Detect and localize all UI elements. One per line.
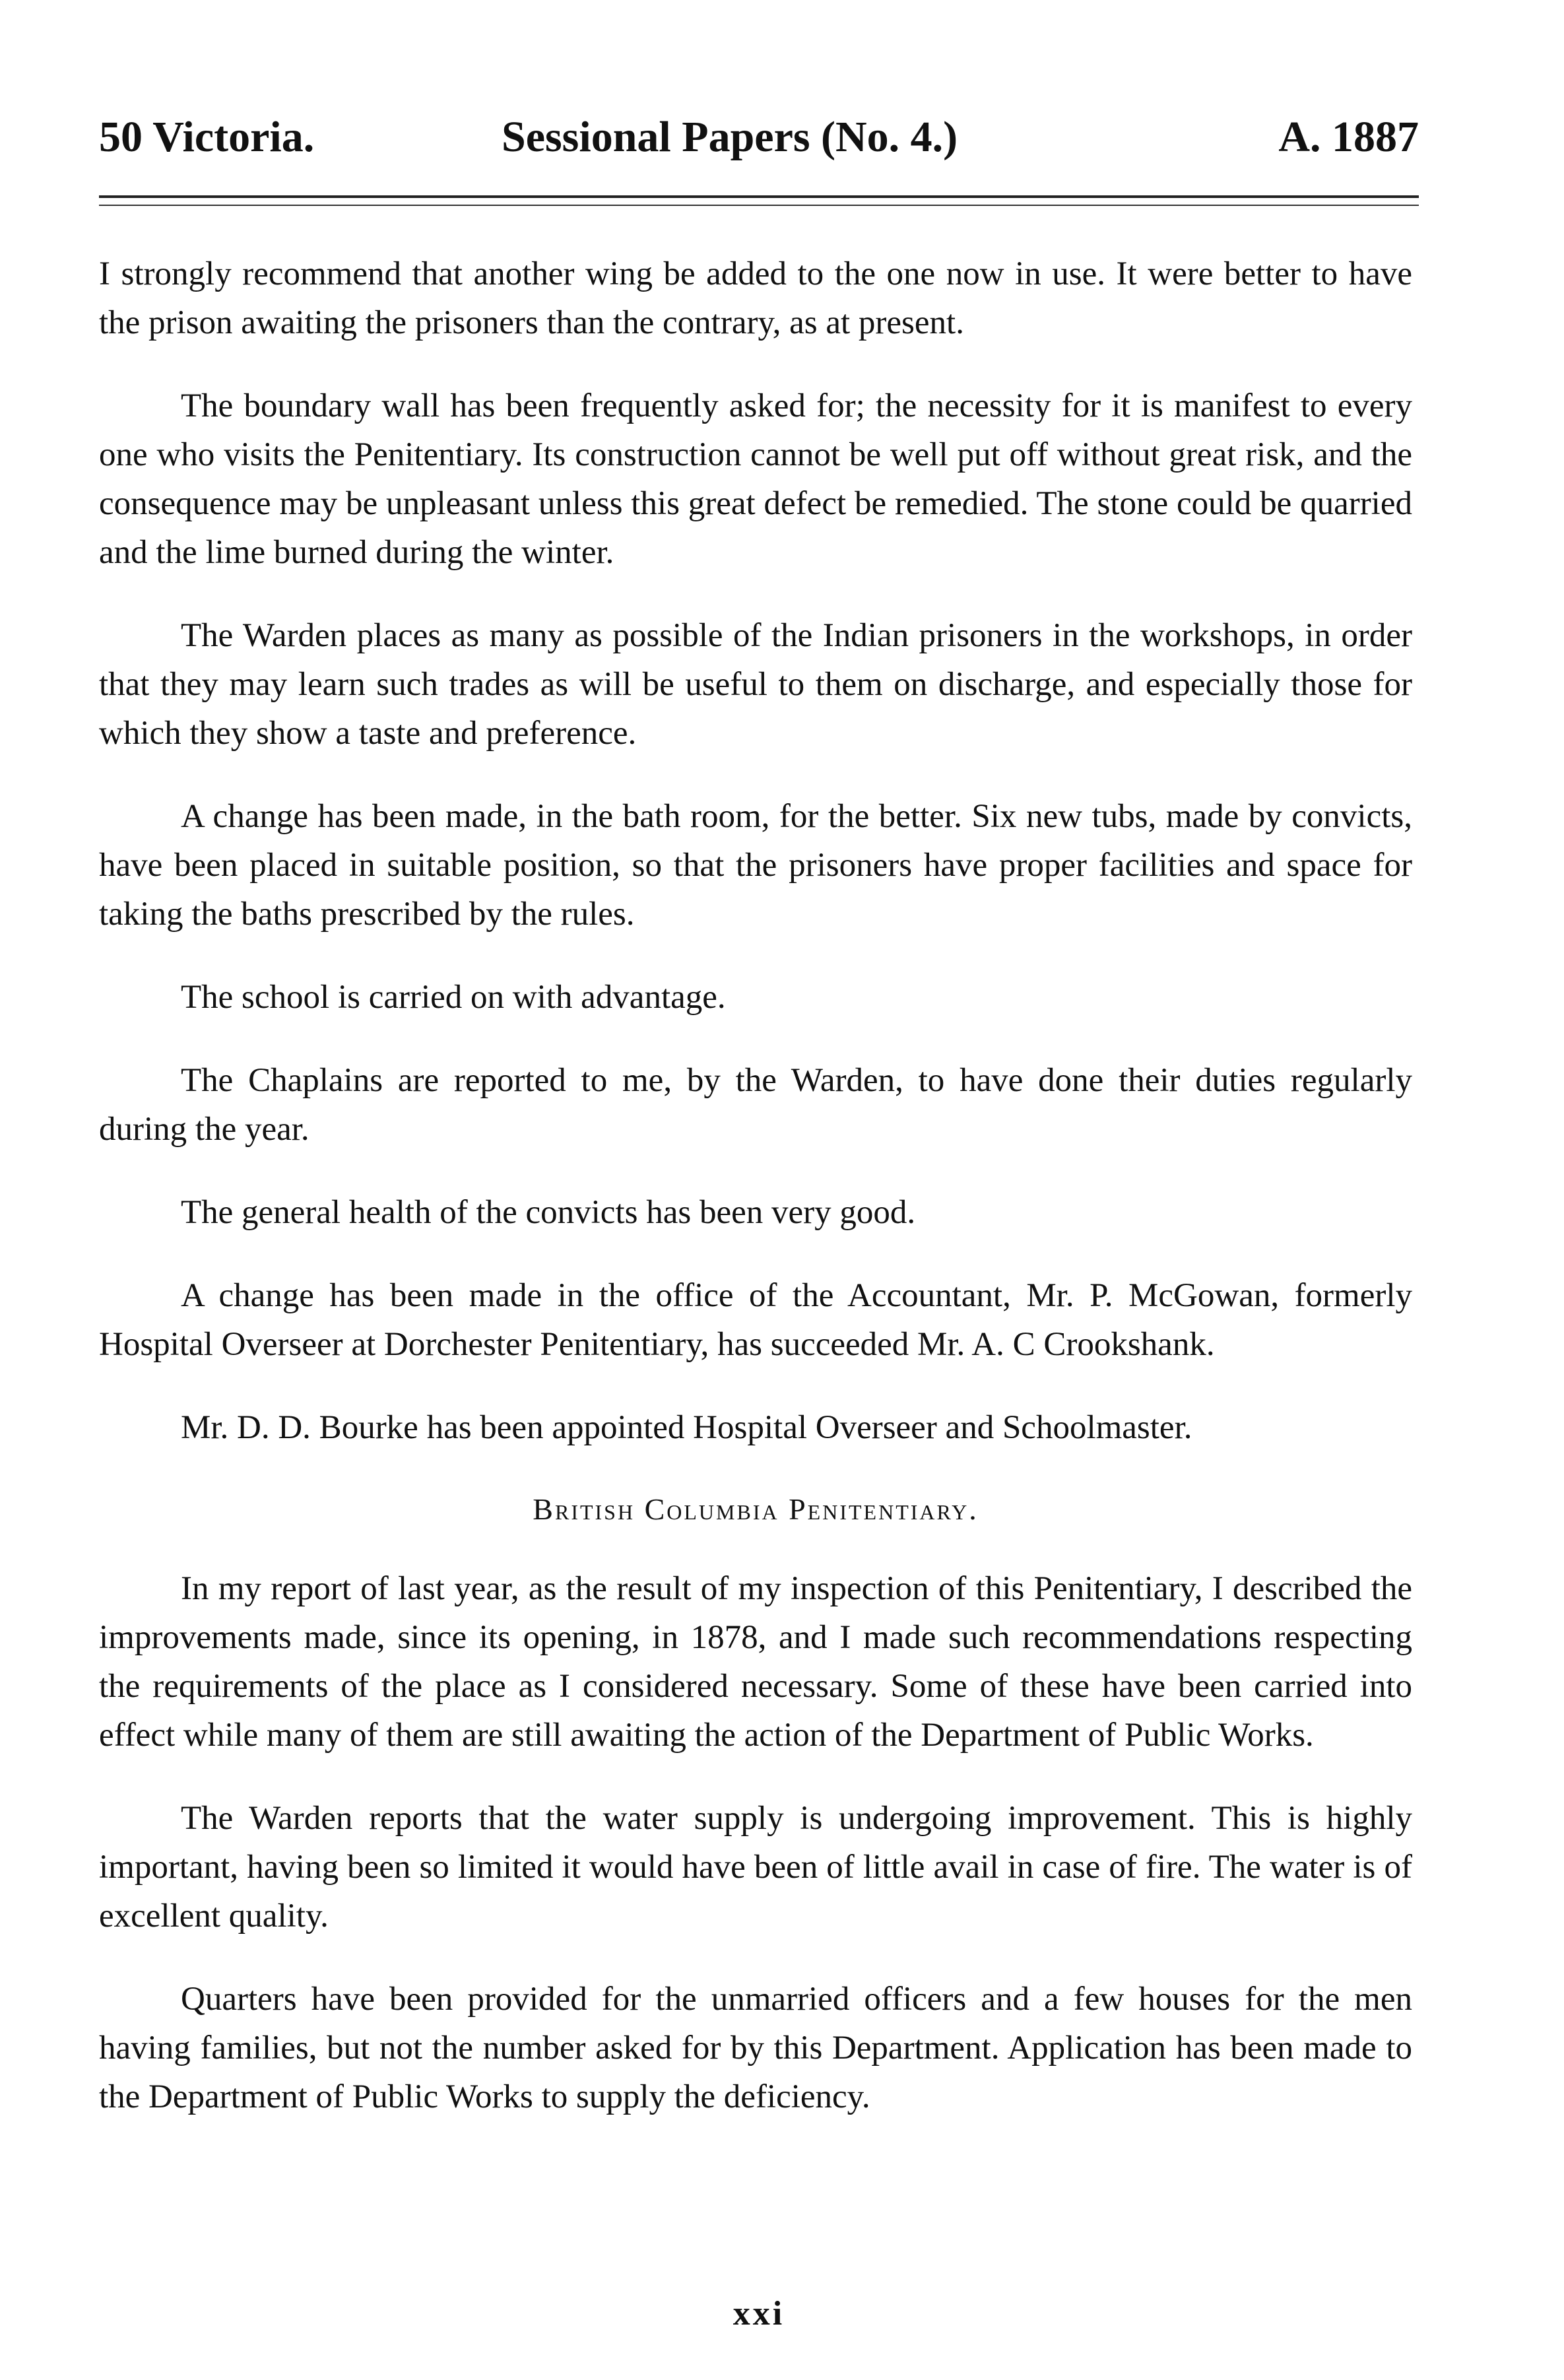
paragraph: A change has been made in the office of the Accountant, Mr. P. McGowan, formerly Hospital Overseer at Dorchester Penitentiary, has succeeded Mr. A. C Crookshank.: [99, 1277, 1412, 1363]
paragraph: The Warden reports that the water supply is undergoing improvement. This is highly important, having been so limited it would have been of little avail in case of fire. The water is of excellent quality.: [99, 1800, 1412, 1934]
paragraph: Quarters have been provided for the unmarried officers and a few houses for the men having families, but not the number asked for by this Department. Application has been made to the Department of Public Works to supply the deficiency.: [99, 1981, 1412, 2115]
paragraph: I strongly recommend that another wing be added to the one now in use. It were better to have the prison awaiting the prisoners than the contrary, as at present.: [99, 255, 1412, 341]
paragraph: Mr. D. D. Bourke has been appointed Hospital Overseer and Schoolmaster.: [181, 1409, 1192, 1446]
paragraph: The school is carried on with advantage.: [181, 979, 726, 1016]
running-header: [99, 111, 1419, 164]
page-number: xxi: [733, 2295, 785, 2332]
paragraph: The Chaplains are reported to me, by the Warden, to have done their duties regularly during the year.: [99, 1062, 1412, 1148]
header-year: A. 1887: [1278, 113, 1419, 161]
section-heading: British Columbia Penitentiary.: [533, 1492, 979, 1526]
header-session: 50 Victoria.: [99, 113, 315, 161]
paragraph: The general health of the convicts has been very good.: [181, 1194, 916, 1231]
paragraph: In my report of last year, as the result of my inspection of this Penitentiary, I described the improvements made, since its opening, in 1878, and I made such recommendations respecting the requirements of the place as I considered necessary. Some of these have been carried into effect while many of them are still awaiting the action of the Department of Public Works.: [99, 1570, 1412, 1754]
paragraph: The Warden places as many as possible of the Indian prisoners in the workshops, in order that they may learn such trades as will be useful to them on discharge, and especially those for which they show a taste and preference.: [99, 617, 1412, 752]
paragraph: A change has been made, in the bath room, for the better. Six new tubs, made by convicts, have been placed in suitable position, so that the prisoners have proper facilities and space for taking the baths prescribed by the rules.: [99, 798, 1412, 933]
paragraph: The boundary wall has been frequently asked for; the necessity for it is manifest to every one who visits the Penitentiary. Its construction cannot be well put off without great risk, and the consequence may be unpleasant unless this great defect be remedied. The stone could be quarried and the lime burned during the winter.: [99, 387, 1412, 571]
body-text: [99, 249, 1412, 2156]
document-page: [99, 0, 1419, 2380]
header-rule-thin: [99, 205, 1419, 206]
header-rule-thick: [99, 195, 1419, 198]
header-title: Sessional Papers (No. 4.): [502, 113, 958, 161]
